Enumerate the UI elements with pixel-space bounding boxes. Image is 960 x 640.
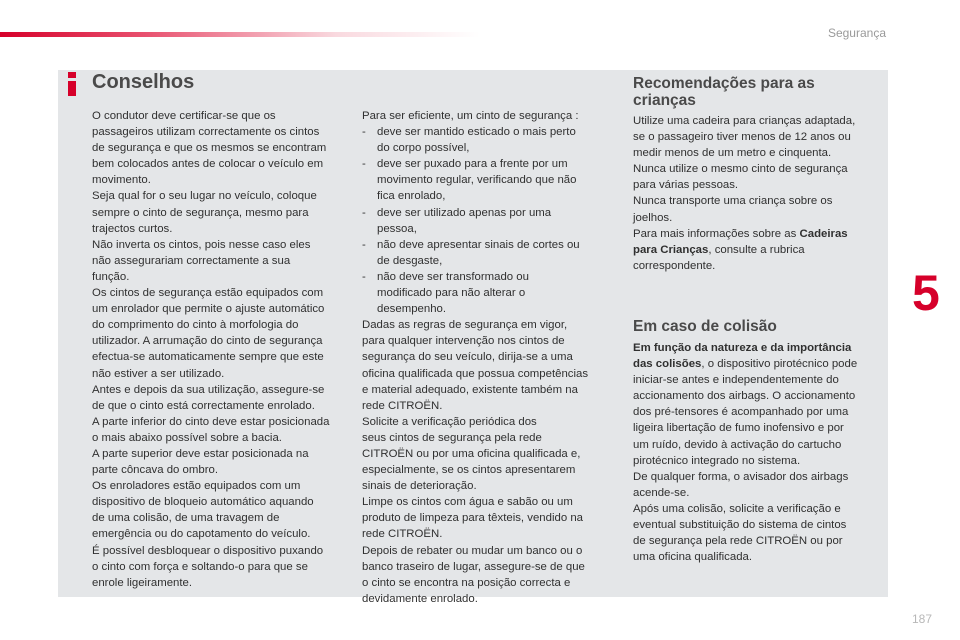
criancas-text-line: Nunca utilize o mesmo cinto de segurança (633, 163, 848, 176)
conselhos-text-line: produto de limpeza para têxteis, vendido na (362, 512, 583, 525)
page-number: 187 (912, 612, 933, 626)
conselhos-text-line: e material adequado, existente também na (362, 383, 578, 396)
colisao-text-line: ligeira libertação de fumo inofensivo e por (633, 422, 844, 435)
criancas-text-line: Nunca transporte uma criança sobre os (633, 195, 833, 208)
colisao-text-line: pirotécnico integrado no sistema. (633, 454, 801, 467)
conselhos-text-line: banco traseiro de lugar, assegure-se de que (362, 560, 585, 573)
criancas-text (633, 113, 883, 274)
colisao-text (633, 340, 888, 565)
conselhos-text-line: devidamente enrolado. (362, 592, 478, 605)
criancas-title-line1: Recomendações para as (633, 75, 815, 92)
conselhos-text-line: o mais abaixo possível sobre a bacia. (92, 431, 282, 444)
dash-list-text: de desgaste, (377, 254, 443, 267)
conselhos-text-line: não assegurariam correctamente a sua (92, 254, 291, 267)
conselhos-text-line: função. (92, 270, 130, 283)
dash-list-text: movimento regular, verificando que não (377, 174, 577, 187)
criancas-ref-bold2: para Crianças (633, 243, 709, 256)
dash-list-line (362, 172, 612, 188)
conselhos-text-line: A parte inferior do cinto deve estar posicionada (92, 415, 330, 428)
dash-list-text: modificado para não alterar o (377, 287, 526, 300)
conselhos-text-line: A parte superior deve estar posicionada na (92, 447, 309, 460)
dash-list-text: não deve apresentar sinais de cortes ou (377, 238, 580, 251)
colisao-title: Em caso de colisão (633, 318, 777, 335)
criancas-text-line: Utilize uma cadeira para crianças adaptada, (633, 115, 856, 127)
conselhos-text-line: o cinto se encontra na posição correcta e (362, 576, 571, 589)
colisao-bold-line2: das colisões (633, 358, 702, 371)
conselhos-text-line: dispositivo de bloqueio automático aquando (92, 496, 314, 509)
colisao-text-line: acende-se. (633, 486, 690, 499)
criancas-ref-last: correspondente. (633, 259, 716, 272)
chapter-number: 5 (912, 265, 940, 321)
conselhos-text-line: especialmente, se os cintos apresentarem (362, 464, 576, 477)
conselhos-text-line: Os cintos de segurança estão equipados com (92, 287, 324, 300)
dash-list-line (362, 140, 612, 156)
colisao-text-line: uma oficina qualificada. (633, 551, 753, 564)
dash-list-line (362, 188, 612, 204)
colisao-text-line: eventual substituição do sistema de cintos (633, 519, 847, 532)
dash-list-line (362, 205, 612, 221)
conselhos-text-line: sempre o cinto de segurança, mesmo para (92, 206, 309, 219)
conselhos-text-line: segurança do seu veículo, dirija-se a uma (362, 351, 573, 364)
dash-bullet (362, 221, 377, 237)
dash-bullet (362, 301, 377, 317)
dash-list-text: deve ser mantido esticado o mais perto (377, 126, 576, 139)
dash-list-text: desempenho. (377, 303, 447, 316)
conselhos-text-line: movimento. (92, 174, 151, 187)
belt-requirements-list (362, 124, 612, 317)
criancas-ref-prefix: Para mais informações sobre as (633, 227, 797, 240)
conselhos-text-line: seus cintos de segurança pela rede (362, 431, 542, 444)
colisao-text-line: de segurança pela rede CITROËN ou por (633, 535, 843, 548)
conselhos-text-line: de segurança e que os mesmos se encontram (92, 142, 327, 155)
conselhos-text-line: de uma colisão, de uma travagem de (92, 512, 280, 525)
conselhos-text-line: o cinto com força e soltando-o para que se (92, 560, 308, 573)
conselhos-text-line: de que o cinto está correctamente enrolado. (92, 399, 315, 412)
conselhos-text-line: Antes e depois da sua utilização, assegure-se (92, 383, 325, 396)
conselhos-text-line: rede CITROËN. (362, 399, 443, 412)
conselhos-text-line: CITROËN ou por uma oficina qualificada e, (362, 447, 581, 460)
dash-list-text: deve ser utilizado apenas por uma (377, 206, 552, 219)
conselhos-text-line: trajectos curtos. (92, 222, 173, 235)
criancas-text-line: medir menos de um metro e cinquenta. (633, 147, 832, 160)
dash-list-text: do corpo possível, (377, 142, 470, 155)
conselhos-text-line: Não inverta os cintos, pois nesse caso eles (92, 238, 311, 251)
conselhos-text-line: não estiver a ser utilizado. (92, 367, 225, 380)
dash-list-text: pessoa, (377, 222, 417, 235)
criancas-ref-suffix: , consulte a rubrica (708, 243, 805, 256)
dash-bullet (362, 188, 377, 204)
conselhos-text-line: Limpe os cintos com água e sabão ou um (362, 496, 573, 509)
colisao-text-line: Após uma colisão, solicite a verificação e (633, 502, 841, 515)
dash-list-line (362, 156, 612, 172)
dash-bullet (362, 140, 377, 156)
dash-list-line (362, 301, 612, 317)
conselhos-text-line: enrole ligeiramente. (92, 576, 193, 589)
dash-list-line (362, 253, 612, 269)
colisao-line2-rest: , o dispositivo pirotécnico pode (701, 358, 858, 371)
colisao-text-line: accionamento dos airbags. O accionamento (633, 390, 856, 403)
criancas-text-line: para várias pessoas. (633, 179, 739, 192)
criancas-title-line2: crianças (633, 92, 696, 109)
dash-list-line (362, 221, 612, 237)
conselhos-text-line: um enrolador que permite o ajuste automático (92, 303, 325, 316)
criancas-text-line: se o passageiro tiver menos de 12 anos ou (633, 131, 851, 144)
conselhos-title: Conselhos (92, 71, 195, 93)
conselhos-column-2 (362, 108, 612, 607)
conselhos-text-line: parte côncava do ombro. (92, 464, 219, 477)
conselhos-text-line: Os enroladores estão equipados com um (92, 480, 301, 493)
dash-bullet: - (362, 270, 366, 283)
conselhos-text-line: sinais de deterioração. (362, 480, 477, 493)
info-icon (67, 72, 77, 96)
conselhos-text-line: para qualquer intervenção nos cintos de (362, 335, 565, 348)
belt-maintenance-text (362, 317, 612, 607)
colisao-text-line: um ruído, devido à activação do cartucho (633, 438, 842, 451)
criancas-text-line: joelhos. (633, 211, 673, 224)
dash-bullet: - (362, 238, 366, 251)
dash-bullet (362, 253, 377, 269)
dash-bullet: - (362, 206, 366, 219)
section-title: Segurança (827, 26, 886, 40)
colisao-text-line: dos pré-tensores é acompanhado por uma (633, 406, 849, 419)
colisao-text-line: De qualquer forma, o avisador dos airbags (633, 470, 849, 483)
belt-intro: Para ser eficiente, um cinto de segurança : (362, 110, 579, 122)
dash-bullet: - (362, 158, 366, 171)
conselhos-text-line: efectua-se automaticamente sempre que este (92, 351, 324, 364)
dash-bullet (362, 285, 377, 301)
colisao-bold-line1: Em função da natureza e da importância (633, 342, 852, 354)
dash-list-line (362, 269, 612, 285)
conselhos-text-line: Depois de rebater ou mudar um banco ou o (362, 544, 583, 557)
conselhos-text-line: oficina qualificada que possua competências (362, 367, 589, 380)
dash-list-line (362, 285, 612, 301)
conselhos-text-line: Dadas as regras de segurança em vigor, (362, 319, 568, 332)
dash-list-text: fica enrolado, (377, 190, 446, 203)
criancas-ref-bold1: Cadeiras (799, 227, 848, 240)
conselhos-text-line: bem colocados antes de colocar o veículo em (92, 158, 324, 171)
conselhos-text-line: rede CITROËN. (362, 528, 443, 541)
criancas-title (633, 75, 815, 109)
header-accent-bar (0, 32, 480, 37)
dash-bullet (362, 172, 377, 188)
dash-bullet: - (362, 126, 366, 139)
conselhos-text-line: utilizador. A arrumação do cinto de segurança (92, 335, 323, 348)
conselhos-text-line: passageiros utilizam correctamente os cintos (92, 126, 320, 139)
conselhos-text-line: Solicite a verificação periódica dos (362, 415, 537, 428)
colisao-text-line: iniciar-se antes e independentemente do (633, 374, 839, 387)
dash-list-text: não deve ser transformado ou (377, 270, 529, 283)
dash-list-line (362, 124, 612, 140)
conselhos-text-line: É possível desbloquear o dispositivo puxando (92, 544, 324, 557)
conselhos-text-line: Seja qual for o seu lugar no veículo, coloque (92, 190, 317, 203)
conselhos-text-line: O condutor deve certificar-se que os (92, 110, 276, 122)
conselhos-column-1 (92, 108, 347, 591)
conselhos-text-line: emergência ou do capotamento do veículo. (92, 528, 311, 541)
dash-list-line (362, 237, 612, 253)
dash-list-text: deve ser puxado para a frente por um (377, 158, 568, 171)
conselhos-text-line: do comprimento do cinto à morfologia do (92, 319, 299, 332)
